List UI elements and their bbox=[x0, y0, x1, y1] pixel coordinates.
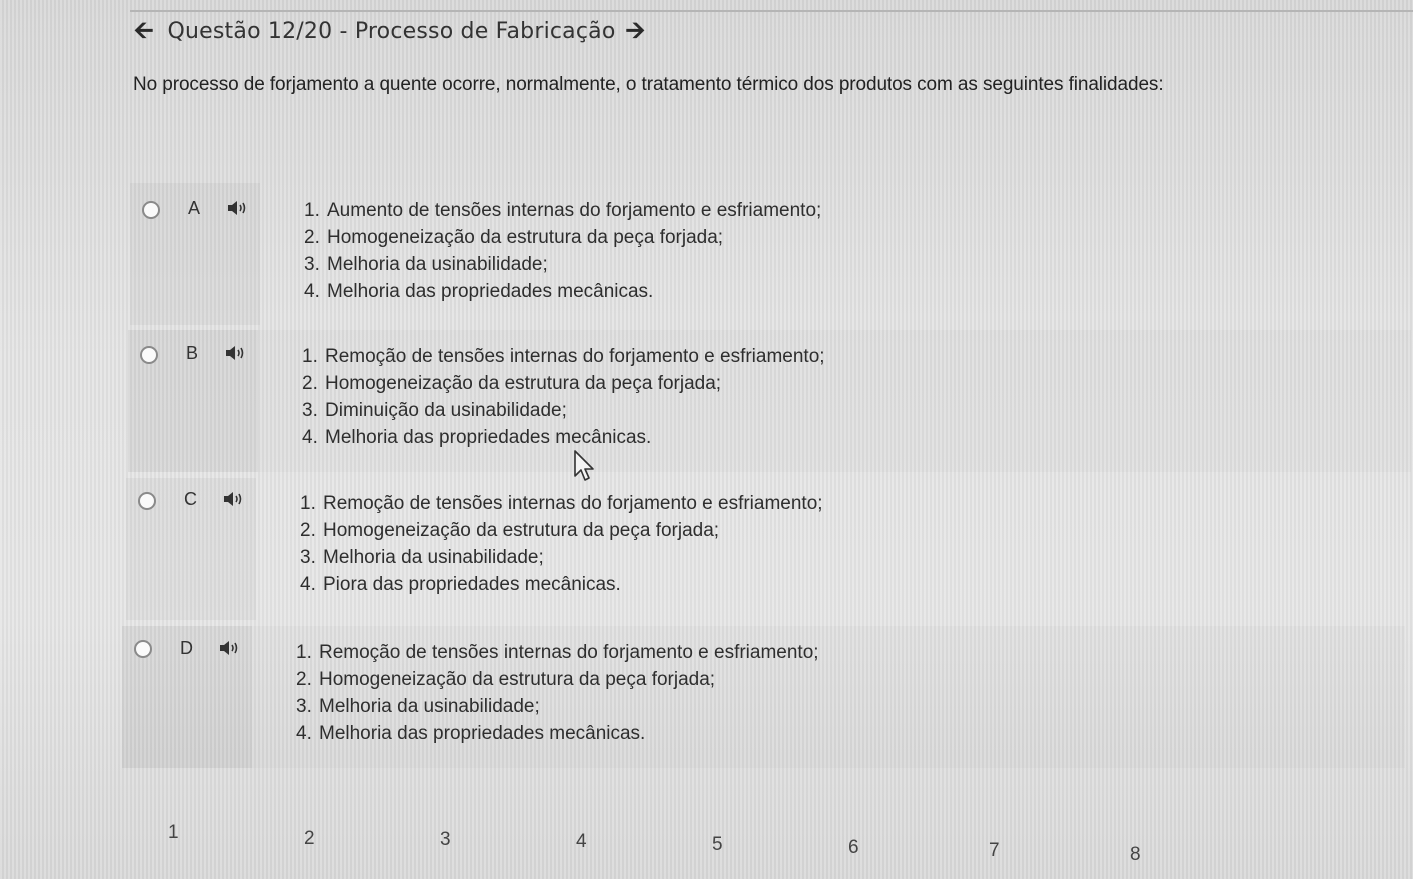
list-item: 4. Melhoria das propriedades mecânicas. bbox=[304, 281, 654, 302]
option-a-radio[interactable] bbox=[142, 201, 160, 219]
page-link-5[interactable]: 5 bbox=[712, 834, 723, 855]
question-title: Questão 12/20 - Processo de Fabricação bbox=[167, 18, 616, 44]
option-c-radio[interactable] bbox=[138, 492, 156, 510]
option-d-items bbox=[252, 626, 819, 768]
question-pagination bbox=[0, 820, 1413, 879]
option-c-selector[interactable] bbox=[126, 478, 256, 620]
option-b-letter: B bbox=[186, 343, 199, 363]
option-b-items bbox=[258, 330, 825, 472]
speaker-icon[interactable] bbox=[218, 638, 242, 658]
list-item: 3. Melhoria da usinabilidade; bbox=[304, 254, 548, 275]
list-item: 1. Remoção de tensões internas do forjamento e esfriamento; bbox=[302, 346, 825, 367]
list-item: 3. Diminuição da usinabilidade; bbox=[302, 400, 567, 421]
option-c-items bbox=[256, 478, 823, 620]
option-d-letter: D bbox=[180, 638, 193, 658]
page-link-8[interactable]: 8 bbox=[1130, 844, 1141, 865]
page-link-1[interactable]: 1 bbox=[168, 822, 179, 843]
list-item: 2. Homogeneização da estrutura da peça forjada; bbox=[300, 520, 720, 541]
list-item: 3. Melhoria da usinabilidade; bbox=[300, 547, 544, 568]
option-b[interactable] bbox=[128, 330, 1411, 472]
option-a-selector[interactable] bbox=[130, 183, 260, 325]
list-item: 4. Melhoria das propriedades mecânicas. bbox=[302, 427, 652, 448]
list-item: 1. Aumento de tensões internas do forjamento e esfriamento; bbox=[304, 200, 822, 221]
speaker-icon[interactable] bbox=[224, 343, 248, 363]
speaker-icon[interactable] bbox=[226, 198, 250, 218]
question-header bbox=[134, 14, 645, 48]
page-link-6[interactable]: 6 bbox=[848, 837, 859, 858]
top-divider bbox=[130, 10, 1413, 12]
list-item: 2. Homogeneização da estrutura da peça forjada; bbox=[302, 373, 722, 394]
page-link-3[interactable]: 3 bbox=[440, 829, 451, 850]
option-a-letter: A bbox=[188, 198, 201, 218]
arrow-left-icon[interactable]: 🡨 bbox=[134, 17, 154, 44]
option-a[interactable] bbox=[130, 183, 1413, 325]
speaker-icon[interactable] bbox=[222, 489, 246, 509]
list-item: 1. Remoção de tensões internas do forjamento e esfriamento; bbox=[296, 642, 819, 663]
option-d[interactable] bbox=[122, 626, 1405, 768]
page-link-4[interactable]: 4 bbox=[576, 831, 587, 852]
arrow-right-icon[interactable]: 🡪 bbox=[625, 17, 645, 44]
list-item: 2. Homogeneização da estrutura da peça forjada; bbox=[296, 669, 716, 690]
option-c-letter: C bbox=[184, 489, 197, 509]
option-b-selector[interactable] bbox=[128, 330, 258, 472]
list-item: 2. Homogeneização da estrutura da peça forjada; bbox=[304, 227, 724, 248]
list-item: 4. Piora das propriedades mecânicas. bbox=[300, 574, 621, 595]
option-c[interactable] bbox=[126, 478, 1409, 620]
option-d-selector[interactable] bbox=[122, 626, 252, 768]
option-d-radio[interactable] bbox=[134, 640, 152, 658]
page-link-2[interactable]: 2 bbox=[304, 828, 315, 849]
list-item: 4. Melhoria das propriedades mecânicas. bbox=[296, 723, 646, 744]
list-item: 1. Remoção de tensões internas do forjamento e esfriamento; bbox=[300, 493, 823, 514]
page-link-7[interactable]: 7 bbox=[989, 840, 1000, 861]
option-b-radio[interactable] bbox=[140, 346, 158, 364]
list-item: 3. Melhoria da usinabilidade; bbox=[296, 696, 540, 717]
question-text: No processo de forjamento a quente ocorre, normalmente, o tratamento térmico dos produtos com as seguintes finalidades: bbox=[133, 74, 1164, 95]
option-a-items bbox=[260, 183, 821, 325]
mouse-cursor-icon bbox=[573, 450, 597, 482]
